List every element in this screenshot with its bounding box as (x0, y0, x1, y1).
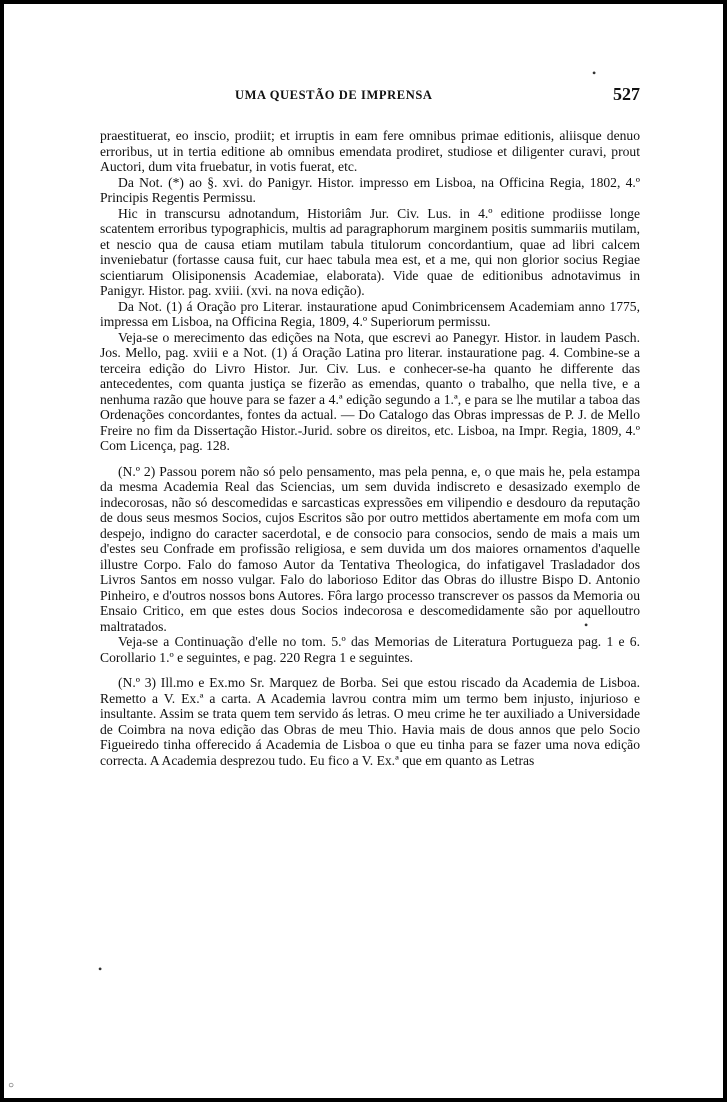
paragraph-note-3: (N.º 3) Ill.mo e Ex.mo Sr. Marquez de Borba. Sei que estou riscado da Academia de Lisboa. Remetto a V. Ex.ª a carta. A Academia lavrou contra mim um termo bem injusto, injurioso e insultante. Assim se trata quem tem servido ás letras. O meu crime he ter auxiliado a Universidade de Coimbra na nova edição das Obras de meu Thio. Havia mais de dous annos que pelo Socio Figueiredo tinha offerecido á Academia de Lisboa o que eu tinha para se fazer uma nova edição correcta. A Academia desprezou tudo. Eu fico a V. Ex.ª que em quanto as Letras (100, 675, 640, 768)
paragraph-6: Veja-se a Continuação d'elle no tom. 5.º das Memorias de Literatura Portugueza pag. 1 e 6. Corollario 1.º e seguintes, e pag. 220 Regra 1 e seguintes. (100, 634, 640, 665)
margin-dot: • (584, 618, 589, 632)
page-number: 527 (613, 84, 640, 104)
paragraph-1: praestituerat, eo inscio, prodiit; et irruptis in eam fere omnibus primae editionis, aliisque denuo erroribus, ut in tertia editione ab omnibus emendata prodiret, studiose et diligenter curavi, prout Auctori, dum vita fruebatur, in votis fuerat, etc. (100, 128, 640, 174)
paragraph-note-2: (N.º 2) Passou porem não só pelo pensamento, mas pela penna, e, o que mais he, pela estampa da mesma Academia Real das Sciencias, um sem duvida indiscreto e desasizado exemplo de indecorosas, não só descomedidas e sarcasticas expressões em vilipendio e desdouro da reputação de dous seus mesmos Socios, cujos Escritos são por outro mettidos abertamente em mofa com um despejo, indigno do caracter sacerdotal, e de consocio para consocios, sendo de mais a mais um d'estes seu Confrade em profissão religiosa, e sem duvida um dos maiores ornamentos d'aquelle illustre Corpo. Falo do famoso Autor da Tentativa Theologica, do infatigavel Trasladador dos Livros Santos em nosso vulgar. Falo do laborioso Editor das Obras do illustre Bispo D. Antonio Pinheiro, e d'outros nossos bons Autores. Fôra largo processo transcrever os passos da Memoria ou Ensaio Critico, em que estes dous Socios indecorosa e descomedidamente são por aquelloutro maltratados. (100, 463, 640, 634)
paragraph-2: Da Not. (*) ao §. xvi. do Panigyr. Histor. impresso em Lisboa, na Officina Regia, 1802, 4.º Principis Regentis Permissu. (100, 174, 640, 205)
running-head (100, 84, 640, 112)
book-page (100, 84, 640, 768)
paragraph-5: Veja-se o merecimento das edições na Nota, que escrevi ao Panegyr. Histor. in laudem Pasch. Jos. Mello, pag. xviii e a Not. (1) á Oração Latina pro literar. instauratione pag. 4. Combine-se a terceira edição do Livro Histor. Jur. Civ. Lus. e conhecer-se-ha quanto he differente das antecedentes, com quanta justiça se fizerão as emendas, quanto o trabalho, que nella tive, e a nenhuma razão que houve para se fazer a 4.ª edição segundo a 1.ª, e para se lhe mutilar a taboa das Ordenações concordantes, fontes da actual. — Do Catalogo das Obras impressas de P. J. de Mello Freire no fim da Dissertação Histor.-Jurid. sobre os direitos, etc. Lisboa, na Impr. Regia, 1809, 4.º Com Licença, pag. 128. (100, 329, 640, 453)
margin-dot: • (98, 962, 103, 976)
paragraph-3: Hic in transcursu adnotandum, Historiâm Jur. Civ. Lus. in 4.º editione prodiisse longe scatentem erroribus typographicis, multis ad paragraphorum marginem positis summariis mutilam, et nescio qua de causa etiam mutilam tabula titulorum concordantium, quae ad libri calcem inveniebatur (fortasse causa fuit, cur haec tabula mea est, et a me, qui non glorior socius Regiae scientiarum Olisiponensis Academiae, elaborata). Vide quae de editionibus adnotavimus in Panigyr. Histor. pag. xviii. (xvi. na nova edição). (100, 205, 640, 298)
margin-dot: ○ (8, 1080, 15, 1091)
margin-dot: • (592, 66, 597, 80)
body-text (100, 128, 640, 768)
paragraph-4: Da Not. (1) á Oração pro Literar. instauratione apud Conimbricensem Academiam anno 1775, impressa em Lisboa, na Officina Regia, 1809, 4.º Superiorum permissu. (100, 298, 640, 329)
running-title: UMA QUESTÃO DE IMPRENSA (235, 88, 433, 102)
